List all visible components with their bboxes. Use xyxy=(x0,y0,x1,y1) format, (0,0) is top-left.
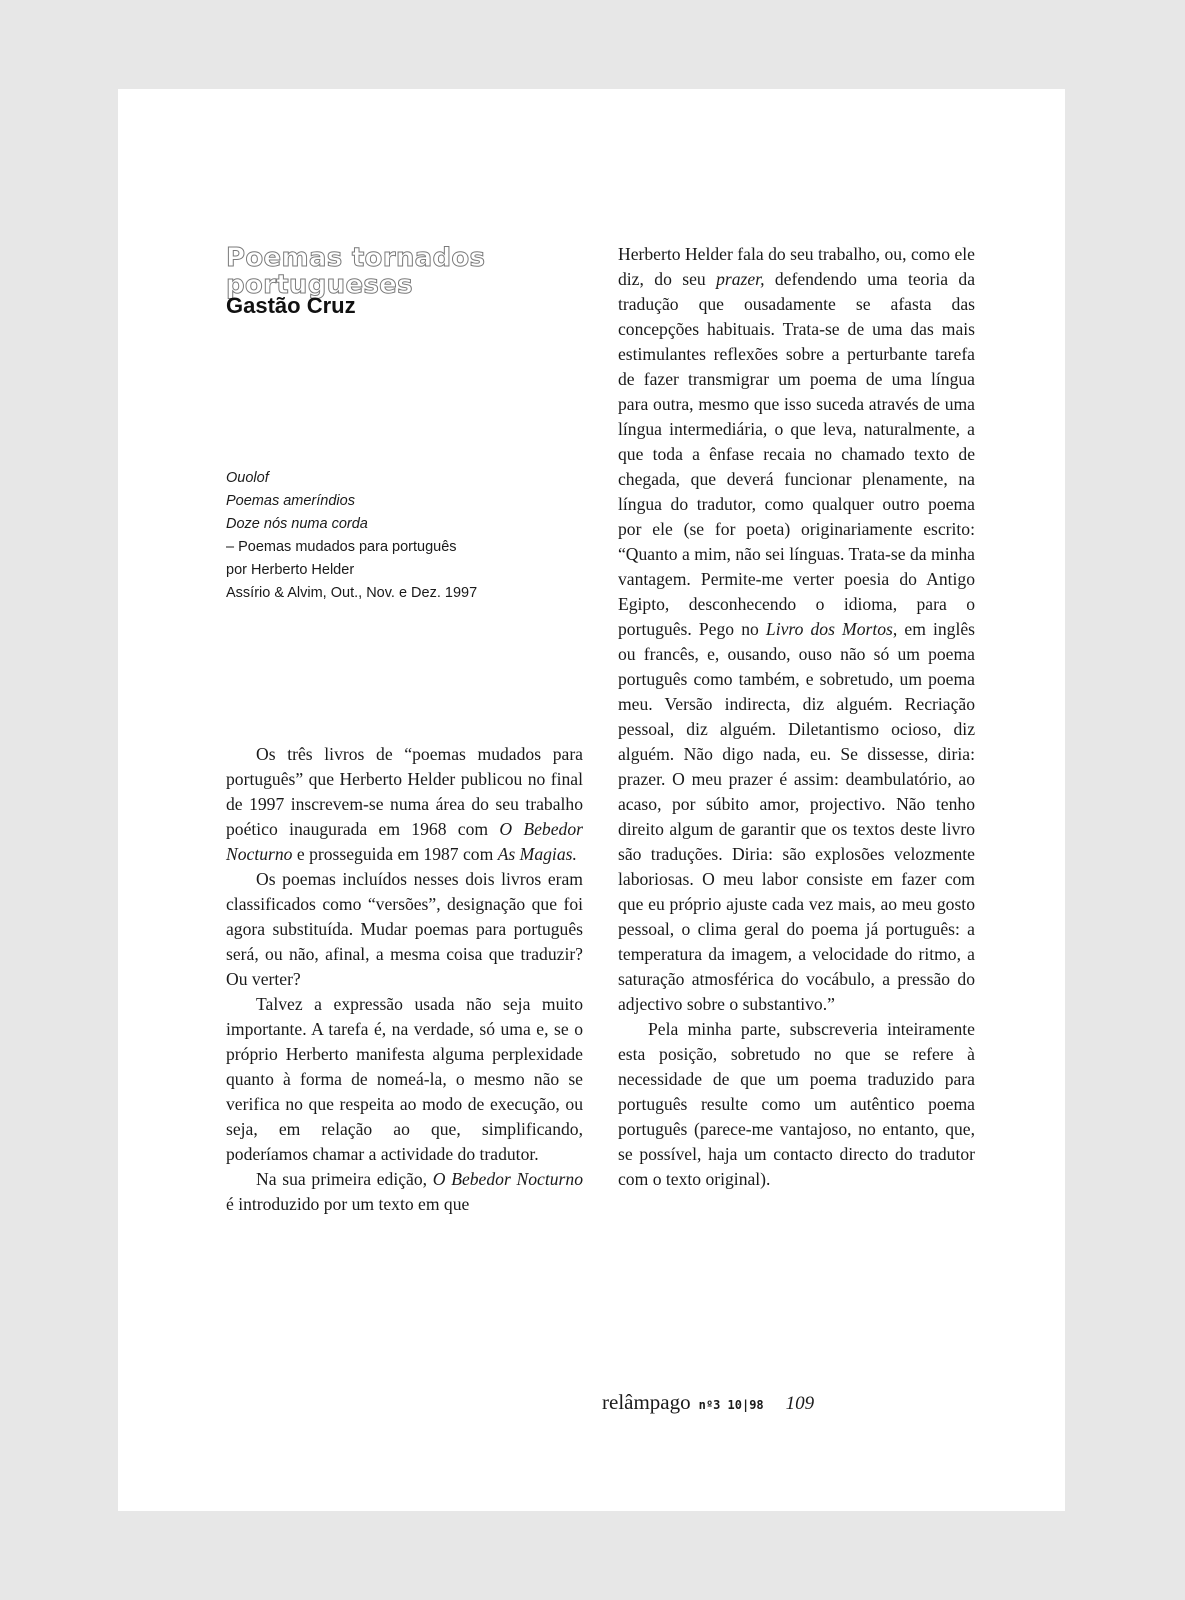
left-text-column xyxy=(226,742,583,1217)
paragraph: Talvez a expressão usada não seja muito importante. A tarefa é, na verdade, só uma e, se o próprio Herberto manifesta alguma perplexidade quanto à forma de nomeá-la, o mesmo não se verifica no que respeita ao modo de execução, ou seja, em relação ao que, simplificando, poderíamos chamar a actividade do tradutor. xyxy=(226,994,583,1164)
article-author: Gastão Cruz xyxy=(226,293,356,318)
book-translator: por Herberto Helder xyxy=(226,562,355,578)
paragraph: Os três livros de “poemas mudados para português” que Herberto Helder publicou no final de 1997 inscrevem-se numa área do seu trabalho poético inaugurada em 1968 com O Bebedor Nocturno e prosseguida em 1987 com As Magias. xyxy=(226,744,583,864)
book-title: Poemas ameríndios xyxy=(226,493,355,509)
page-sheet xyxy=(118,89,1065,1511)
paragraph: Pela minha parte, subscreveria inteiramente esta posição, sobretudo no que se refere à necessidade de que um poema traduzido para português resulte como um autêntico poema português (parece-me vantajoso, no entanto, que, se possível, haja um contacto directo do tradutor com o texto original). xyxy=(618,1019,975,1189)
right-text-column xyxy=(618,242,975,1192)
magazine-name: relâmpago xyxy=(602,1390,691,1414)
book-title: Doze nós numa corda xyxy=(226,516,368,532)
book-title: Ouolof xyxy=(226,470,269,486)
article-title: Poemas tornados portugueses xyxy=(226,243,486,300)
issue-label: nº3 10|98 xyxy=(698,1398,764,1412)
book-publisher: Assírio & Alvim, Out., Nov. e Dez. 1997 xyxy=(226,585,478,601)
paragraph: Na sua primeira edição, O Bebedor Nocturno é introduzido por um texto em que xyxy=(226,1169,583,1214)
bibliography-block xyxy=(226,467,546,605)
paragraph: Herberto Helder fala do seu trabalho, ou, como ele diz, do seu prazer, defendendo uma teoria da tradução que ousadamente se afasta das concepções habituais. Trata-se de uma das mais estimulantes reflexões sobre a perturbante tarefa de fazer transmigrar um poema de uma língua para outra, mesmo que isso suceda através de uma língua intermediária, o que leva, naturalmente, a que toda a ênfase recaia no chamado texto de chegada, que deverá funcionar plenamente, na língua do tradutor, como qualquer outro poema por ele (se for poeta) originariamente escrito: “Quanto a mim, não sei línguas. Trata-se da minha vantagem. Permite-me verter poesia do Antigo Egipto, desconhecendo o idioma, para o português. Pego no Livro dos Mortos, em inglês ou francês, e, ousando, ouso não só um poema português como também, e sobretudo, um poema meu. Versão indirecta, diz alguém. Recriação pessoal, diz alguém. Diletantismo ocioso, diz alguém. Não digo nada, eu. Se dissesse, diria: prazer. O meu prazer é assim: deambulatório, ao acaso, por súbito amor, projectivo. Não tenho direito algum de garantir que os textos deste livro são traduções. Diria: são explosões velozmente laboriosas. O meu labor consiste em fazer com que eu próprio ajuste cada vez mais, ao meu gosto pessoal, o clima geral do poema já português: a temperatura da imagem, a velocidade do ritmo, a saturação atmosférica do vocábulo, a pressão do adjectivo sobre o substantivo.” xyxy=(618,244,976,1014)
page-footer xyxy=(602,1390,814,1415)
paragraph: Os poemas incluídos nesses dois livros eram classificados como “versões”, designação que foi agora substituída. Mudar poemas para português será, ou não, afinal, a mesma coisa que traduzir? Ou verter? xyxy=(226,869,583,989)
page-number: 109 xyxy=(785,1393,815,1414)
book-subtitle: – Poemas mudados para português xyxy=(226,539,457,555)
